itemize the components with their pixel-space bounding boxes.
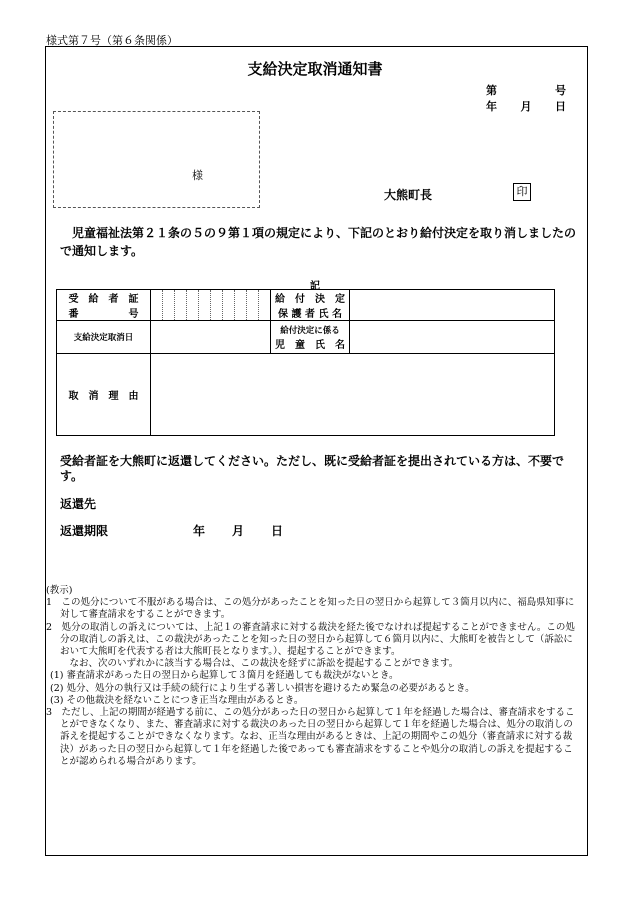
cert-digit-cell [187,290,199,321]
seal-mark: 印 [513,183,531,201]
instruction-item-2: 2 処分の取消しの訴えについては、上記１の審査請求に対する裁決を経た後でなければ提起することができません。この処分の取消しの訴えは、この裁決があったことを知った日の翌日から起算して６箇月以内に、大熊町を被告として（訴訟において大熊町を代表する者は大熊町長となります。）、提起することができます。 [46,621,575,658]
deadline-day: 日 [270,524,283,538]
cert-number-label [57,290,151,321]
details-table [56,289,555,436]
date-year: 年 [486,100,497,113]
deadline-month: 月 [231,524,244,538]
cancel-date-value [151,321,271,354]
notice-text: 児童福祉法第２１条の５の９第１項の規定により、下記のとおり給付決定を取り消しましたので通知します。 [60,226,577,258]
reason-value [151,354,555,436]
cert-label-line2: 番 号 [68,309,139,320]
guardian-label-line2: 保 護 者 氏 名 [278,309,342,320]
document-title: 支給決定取消通知書 [247,60,383,78]
reason-label: 取 消 理 由 [57,354,151,436]
instruction-sub-3: (3) その他裁決を経ないことにつき正当な理由があるとき。 [50,694,304,706]
cert-digit-cell [259,290,271,321]
cert-digit-cell [151,290,163,321]
child-label-line1: 給付決定に係る [280,325,340,336]
form-number: 様式第７号（第６条関係） [46,34,178,47]
instructions [46,585,581,768]
deadline-year: 年 [193,524,206,538]
child-label [271,321,350,354]
cert-digit-cell [163,290,175,321]
return-note: 受給者証を大熊町に返還してください。ただし、既に受給者証を提出されている方は、不要です。 [60,454,565,483]
cert-digit-cell [175,290,187,321]
child-name-value [350,321,555,354]
guardian-label-line1: 給 付 決 定 [275,294,345,305]
date-day: 日 [555,100,566,113]
number-dai: 第 [486,84,497,97]
cert-digit-cell [211,290,223,321]
cert-label-line1: 受 給 者 証 [68,294,139,305]
cancel-date-label: 支給決定取消日 [57,321,151,354]
instruction-sub-2: (2) 処分、処分の執行又は手続の続行により生ずる著しい損害を避けるため緊急の必要があるとき。 [50,682,475,694]
document-number [486,82,566,98]
instruction-item-2-note: なお、次のいずれかに該当する場合は、この裁決を経ずに訴訟を提起することができます。 [69,658,459,670]
addressee-box [53,111,260,208]
issue-date [486,98,566,114]
cert-digit-cell [235,290,247,321]
return-deadline-label: 返還期限 [60,524,109,538]
instructions-heading: (教示) [46,585,73,596]
child-label-line2: 児 童 氏 名 [275,339,345,351]
number-go: 号 [555,84,566,97]
cert-digit-cell [247,290,259,321]
instruction-sub-1: (1) 審査請求があった日の翌日から起算して３箇月を経過しても裁決がないとき。 [50,670,399,682]
date-month: 月 [520,100,532,113]
instruction-item-1: 1 この処分について不服がある場合は、この処分があったことを知った日の翌日から起算して３箇月以内に、福島県知事に対して審査請求をすることができます。 [46,597,575,621]
issuer-name: 大熊町長 [384,188,433,202]
instruction-item-3: 3 ただし、上記の期間が経過する前に、この処分があった日の翌日から起算して１年を経過した場合は、審査請求をすることができなくなり、また、審査請求に対する裁決のあった日の翌日から起算して１年を経過した場合は、処分の取消しの訴えを提起することができなくなります。なお、正当な理由があるときは、上記の期間やこの処分（審査請求に対する裁決）があった日の翌日から起算して１年を経過した後であっても審査請求をすることや処分の取消しの訴えを提起することが認められる場合があります。 [46,707,575,767]
deadline-date [193,522,283,539]
guardian-label [271,290,350,321]
ki-heading: 記 [310,281,320,292]
return-to-label: 返還先 [60,497,97,511]
cert-digit-cell [199,290,211,321]
addressee-suffix: 様 [192,169,203,182]
guardian-name-value [350,290,555,321]
cert-digit-cell [223,290,235,321]
